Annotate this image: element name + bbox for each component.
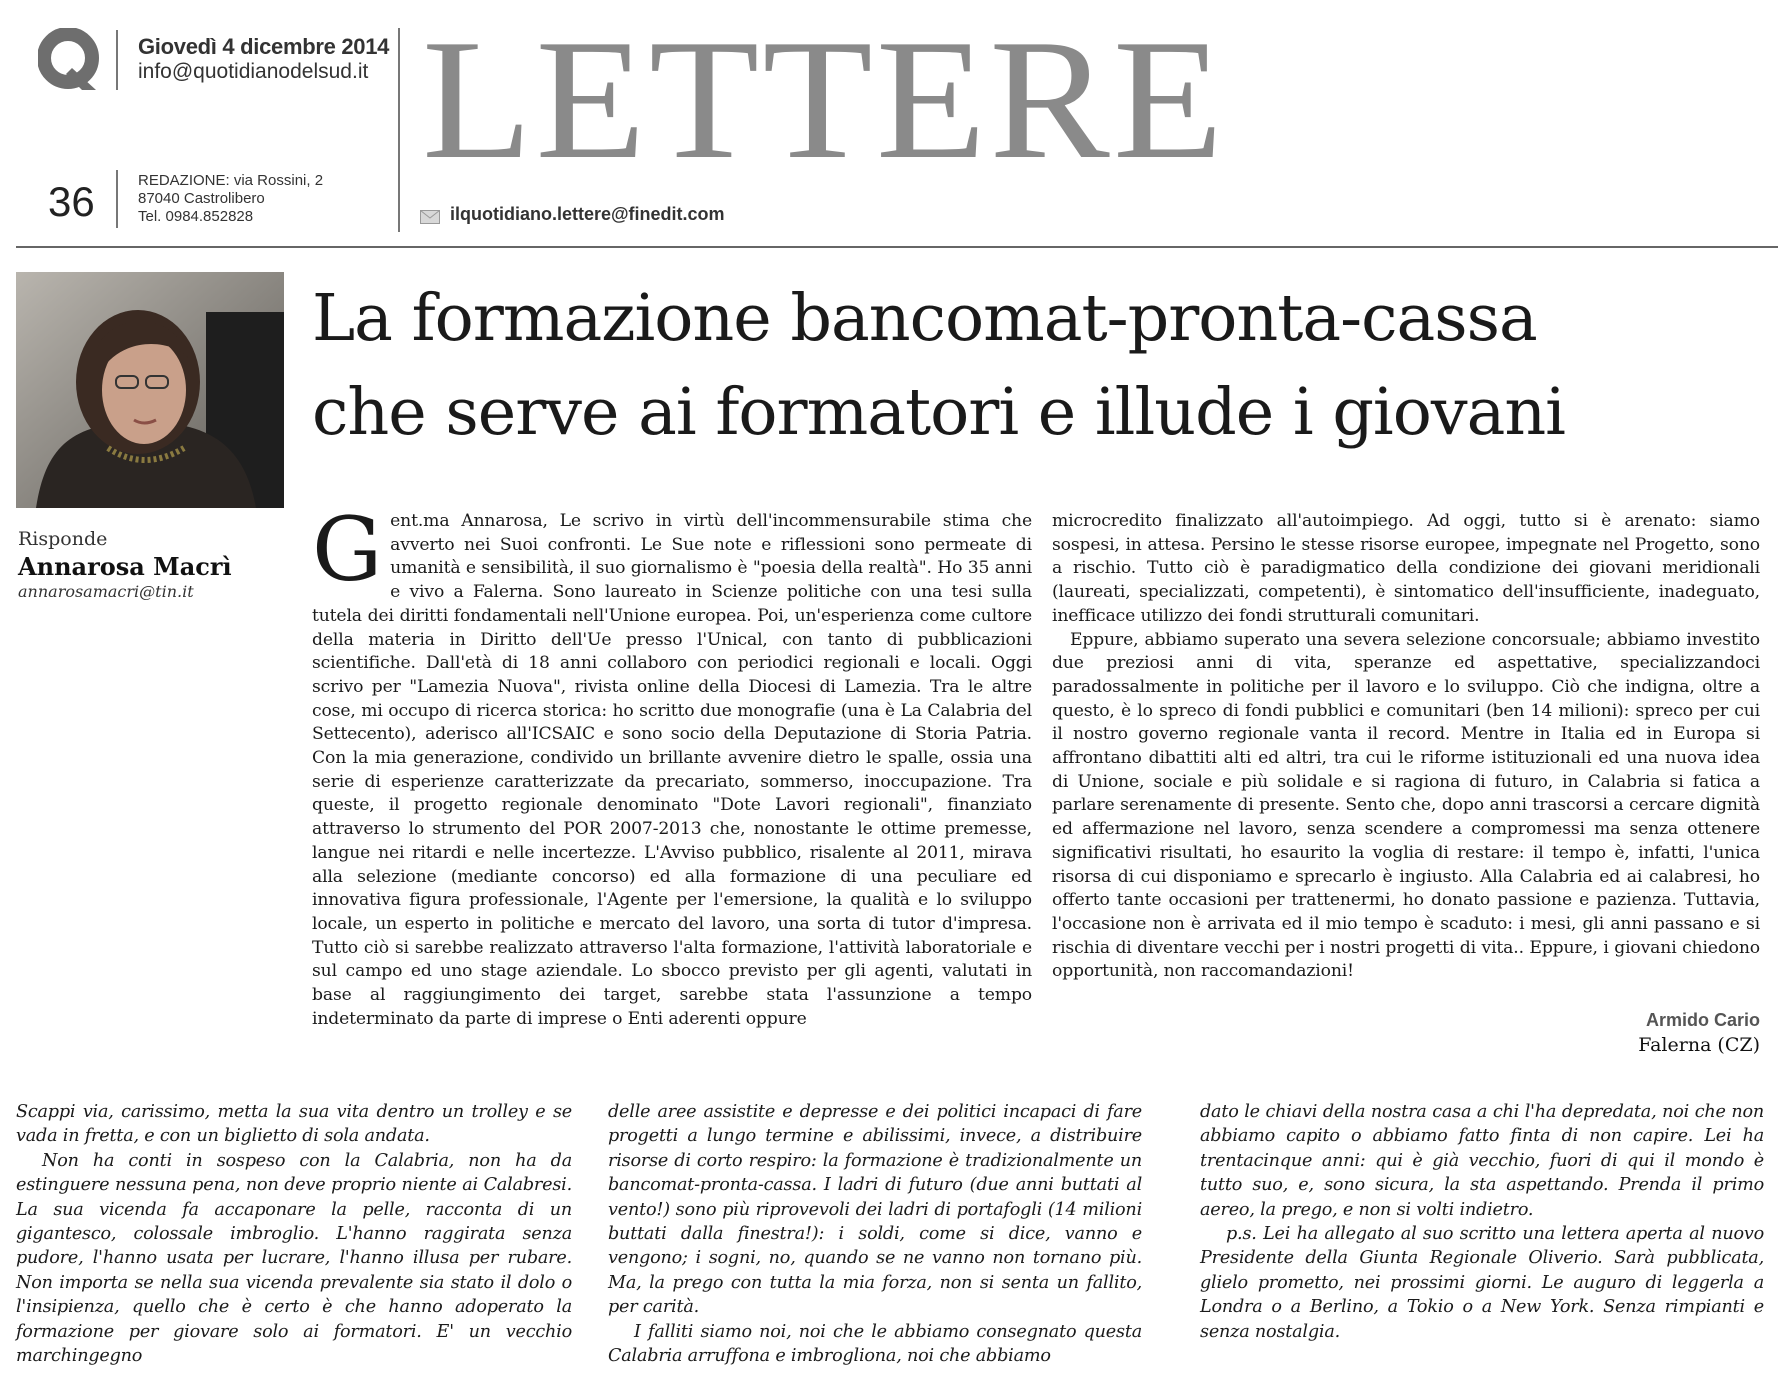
redazione-line: 87040 Castrolibero — [138, 190, 265, 207]
letter-paragraph — [312, 498, 1032, 1031]
header-divider — [116, 30, 118, 90]
reply-paragraph: Non ha conti in sospeso con la Calabria, non ha da estinguere nessuna pena, non deve proprio niente ai Calabresi. La sua vicenda fa accaponare la pelle, racconta di un gigantesco, colossale imbroglio. L'hanno raggirata senza pudore, l'hanno usata per lucrare, l'hanno illusa per rubare. Non importa se nella sua vicenda prevalente sia stato il dolo o l'insipienza, quello che è certo è che hanno adoperato la formazione per giovare solo ai formatori. E' un vecchio marchingegno — [16, 1150, 572, 1367]
signature-place: Falerna (CZ) — [1638, 1034, 1760, 1056]
section-divider — [398, 28, 400, 232]
letter-text: ent.ma Annarosa, Le scrivo in virtù dell'incommensurabile stima che avverto nei Suoi confronti. Le Sue note e riflessioni sono permeate di umanità e sensibilità, il suo giornalismo è "poesia della realtà". Ho 35 anni e vivo a Falerna. Sono laureato in Scienze politiche con una tesi sulla tutela dei diritti fondamentali nell'Unione europea. Poi, un'esperienza come cultore della materia in Diritto dell'Ue presso l'Unical, con tanto di pubblicazioni scientifiche. Dall'età di 18 anni collaboro con periodici regionali e locali. Oggi scrivo per "Lamezia Nuova", rivista online della Diocesi di Lamezia. Tra le altre cose, mi occupo di ricerca storica: ho scritto due monografie (una è La Calabria del Settecento), aderisco all'ICSAIC e sono socio della Deputazione di Storia Patria. Con la mia generazione, condivido un brillante avvenire dietro le spalle, ossia una serie di esperienze caratterizzate da precariato, sommerso, inoccupazione. Tra queste, il progetto regionale denominato "Dote Lavori regionali", finanziato attraverso lo strumento del POR 2007-2013 che, nonostante le ottime premesse, langue nei ritardi e nelle incertezze. L'Avviso pubblico, risalente al 2011, mirava alla selezione (mediante concorso) ed alla formazione di una peculiare ed innovativa figura professionale, l'Agente per l'emersione, la qualità e lo sviluppo locale, un esperto in politiche e mercato del lavoro, una sorta di tutor d'impresa. Tutto ciò si sarebbe realizzato attraverso l'alta formazione, l'attività laboratoriale e sul campo ed uno stage aziendale. Lo sbocco previsto per gli agenti, valutati in base al raggiungimento dei target, sarebbe stata l'assunzione a tempo indeterminato da parte di imprese o Enti aderenti oppure — [312, 511, 1032, 1029]
page-number: 36 — [48, 178, 95, 225]
reply-column-1 — [16, 1100, 572, 1368]
q-logo-icon — [38, 28, 102, 92]
letter-column-2 — [1052, 510, 1760, 984]
reply-column-2 — [608, 1100, 1142, 1368]
issue-date: Giovedì 4 dicembre 2014 — [138, 34, 390, 59]
header-rule — [16, 246, 1778, 248]
section-email[interactable]: ilquotidiano.lettere@finedit.com — [450, 204, 725, 224]
reply-column-3 — [1200, 1100, 1764, 1344]
headline-line: che serve ai formatori e illude i giovani — [312, 375, 1565, 450]
reply-paragraph: dato le chiavi della nostra casa a chi l'ha depredata, noi che non abbiamo capito o abbiamo fatto finta di non capire. Lei ha trentacinque anni: qui è già vecchio, fuori di qui il mondo è tutto suo, e, sono sicura, la sta aspettando. Prenda il primo aereo, la prego, e non si volti indietro. — [1200, 1102, 1764, 1220]
redazione-line: REDAZIONE: via Rossini, 2 — [138, 172, 324, 189]
reply-paragraph: I falliti siamo noi, noi che le abbiamo consegnato questa Calabria arruffona e imbrogliona, noi che abbiamo — [608, 1321, 1142, 1367]
byline-label: Risponde — [18, 528, 108, 550]
letter-paragraph: Eppure, abbiamo superato una severa selezione concorsuale; abbiamo investito due preziosi anni di vita, speranze ed aspettative, specializzandoci paradossalmente in politiche per il lavoro e lo sviluppo. Ciò che indigna, oltre a questo, è lo spreco di fondi pubblici e comunitari (ben 14 milioni): spreco per cui il nostro governo regionale vanta il record. Mentre in Italia ed in Europa si affrontano dibattiti alti ed altri, tra cui le riforme istituzionali ed una nuova idea di Unione, sociale e più solidale e si ragiona di futuro, in Calabria si fatica a parlare serenamente di presente. Sento che, dopo anni trascorsi a cercare dignità ed affermazione nel lavoro, senza scendere a compromessi ma senza ottenere significativi risultati, ho esaurito la voglia di restare: il tempo è, infatti, l'unica risorsa di cui disponiamo e sprecarlo è ingiusto. Alla Calabria ed ai calabresi, ho offerto tante occasioni per trattenermi, ho donato passione e pazienza. Tuttavia, l'occasione non è arrivata ed il mio tempo è scaduto: i mesi, gli anni passano e si rischia di diventare vecchi per i nostri progetti di vita.. Eppure, i giovani chiedono opportunità, non raccomandazioni! — [1052, 629, 1760, 982]
letter-paragraph: microcredito finalizzato all'autoimpiego. Ad oggi, tutto si è arenato: siamo sospesi, in attesa. Persino le stesse risorse europee, impegnate nel Progetto, sono a rischio. Tutto ciò è paradigmatico della condizione dei giovani meridionali (laureati, specializzati, competenti), è sintomatico dell'insufficiente, inadeguato, inefficace utilizzo dei fondi strutturali comunitari. — [1052, 511, 1760, 626]
portrait-image — [16, 272, 284, 508]
header-divider — [116, 170, 118, 228]
headline — [312, 272, 1772, 460]
byline-email[interactable]: annarosamacri@tin.it — [18, 582, 194, 601]
headline-line: La formazione bancomat-pronta-cassa — [312, 281, 1537, 356]
redazione-line: Tel. 0984.852828 — [138, 208, 254, 225]
reply-paragraph: Scappi via, carissimo, metta la sua vita dentro un trolley e se vada in fretta, e con un biglietto di sola andata. — [16, 1102, 572, 1147]
author-photo — [16, 272, 284, 508]
reply-paragraph: delle aree assistite e depresse e dei politici incapaci di fare progetti a lungo termine e abilissimi, invece, a distribuire risorse di corto respiro: la formazione è tradizionalmente un bancomat-pronta-cassa. I ladri di futuro (due anni buttati al vento!) sono più riprovevoli dei ladri di portafogli (14 milioni buttati dalla finestra!): i soldi, come si dice, vanno e vengono; i sogni, no, quando se ne vanno non tornano più. Ma, la prego con tutta la mia forza, non si senta un fallito, per carità. — [608, 1102, 1142, 1318]
contact-email[interactable]: info@quotidianodelsud.it — [138, 60, 369, 83]
redazione-address — [138, 172, 323, 226]
reply-paragraph: p.s. Lei ha allegato al suo scritto una lettera aperta al nuovo Presidente della Giunta Regionale Oliverio. Sarà pubblicata, glielo prometto, nei prossimi giorni. Le auguro di leggerla a Londra o a Berlino, a Tokio o a New York. Senza rimpianti e senza nostalgia. — [1200, 1224, 1764, 1342]
dropcap: G — [312, 498, 383, 601]
byline-name: Annarosa Macrì — [18, 552, 232, 581]
signature-name: Armido Cario — [1645, 1010, 1760, 1030]
section-title: LETTERE — [422, 5, 1227, 195]
letter-column-1 — [312, 498, 1032, 1031]
envelope-icon — [420, 210, 440, 224]
